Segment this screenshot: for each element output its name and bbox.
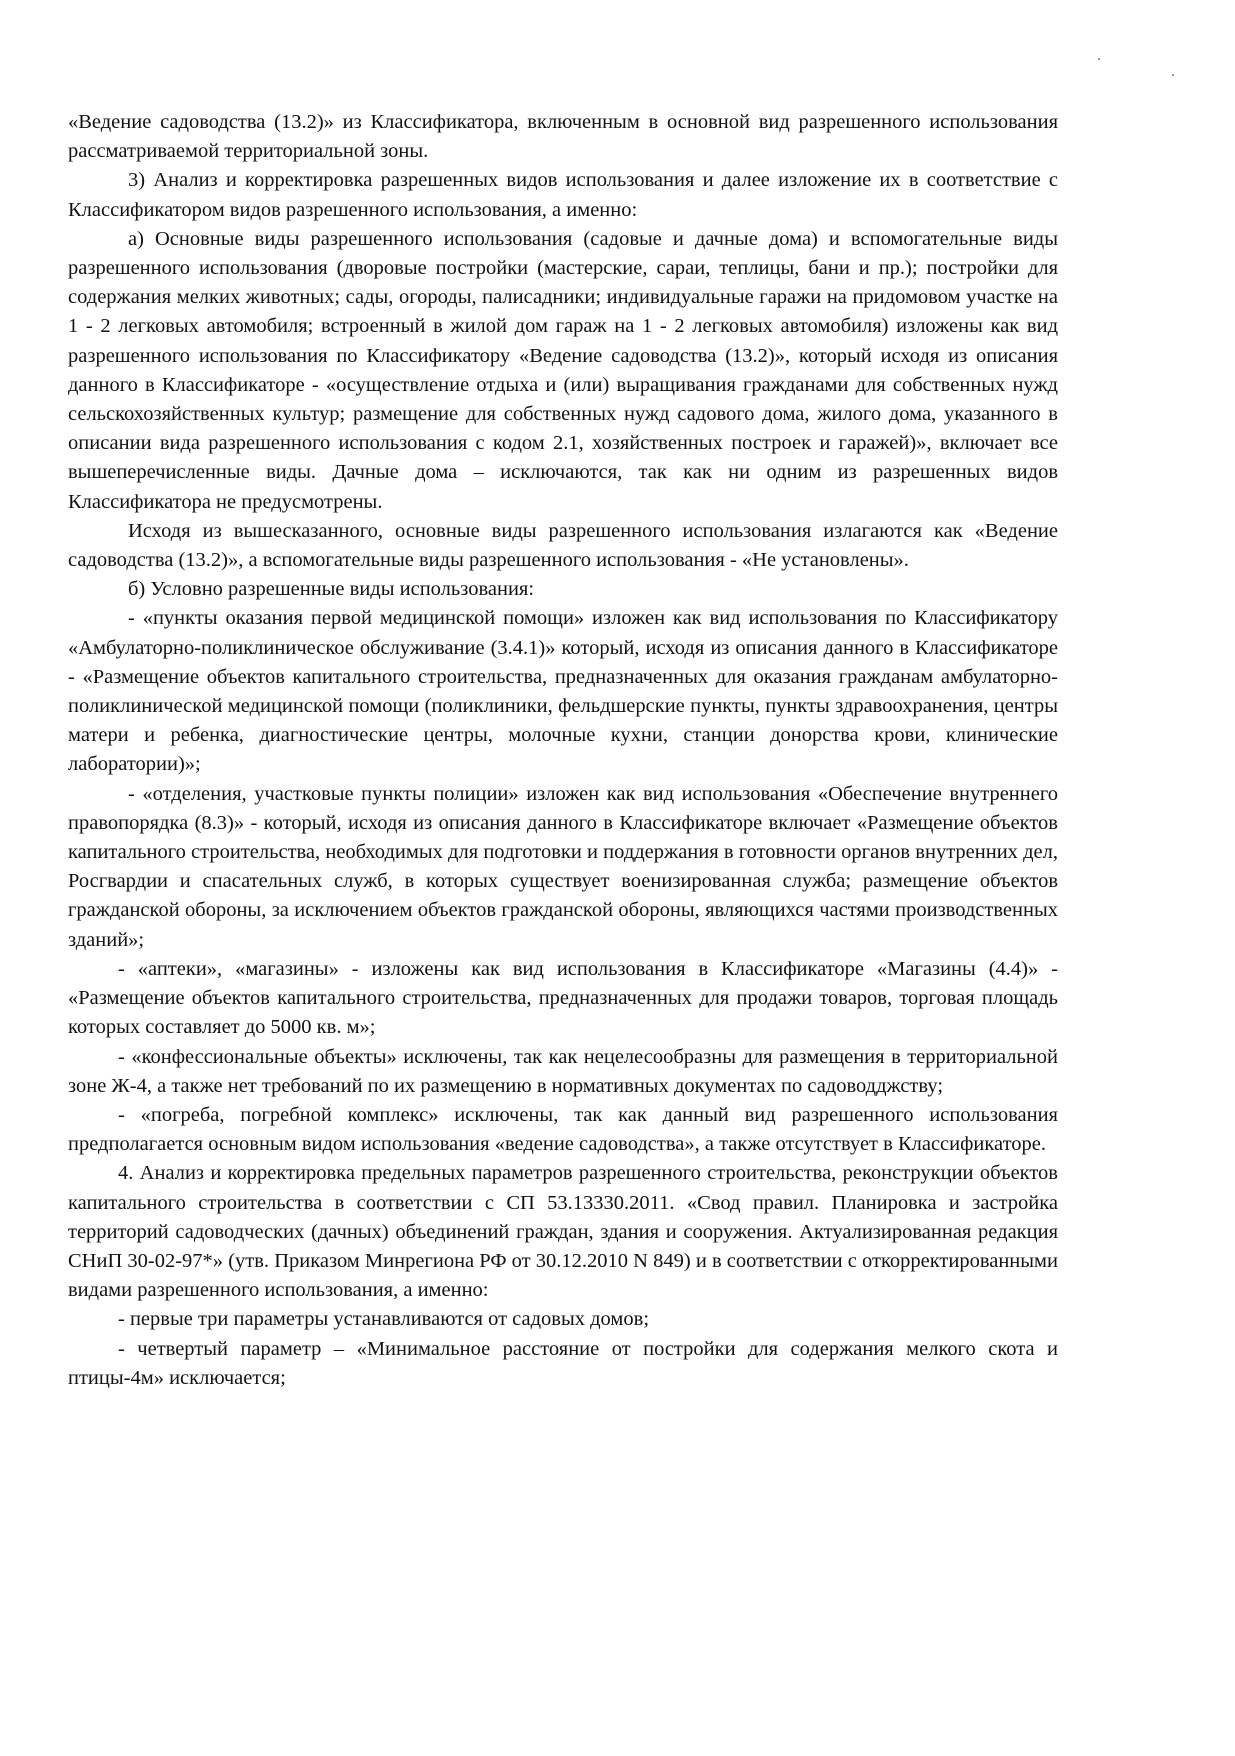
document-body <box>68 108 1058 1393</box>
paragraph-item-4: 4. Анализ и корректировка предельных параметров разрешенного строительства, реконструкции объектов капитального строительства в соответствии с СП 53.13330.2011. «Свод правил. Планировка и застройка территорий садоводческих (дачных) объединений граждан, здания и сооружения. Актуализированная редакция СНиП 30-02-97*» (утв. Приказом Минрегиона РФ от 30.12.2010 N 849) и в соответствии с откорректированными видами разрешенного использования, а именно: <box>68 1162 1058 1302</box>
paragraph-continuation: «Ведение садоводства (13.2)» из Классификатора, включенным в основной вид разрешенного использования рассматриваемой территориальной зоны. <box>68 111 1058 163</box>
paragraph-bullet-fourth: - четвертый параметр – «Минимальное расстояние от постройки для содержания мелкого скота и птицы-4м» исключается; <box>68 1337 1058 1389</box>
paragraph-bullet-medical: - «пункты оказания первой медицинской помощи» изложен как вид использования по Классификатору «Амбулаторно-поликлиническое обслуживание (3.4.1)» который, исходя из описания данного в Классификаторе - «Размещение объектов капитального строительства, предназначенных для оказания гражданам амбулаторно-поликлинической медицинской помощи (поликлиники, фельдшерские пункты, пункты здравоохранения, центры матери и ребенка, диагностические центры, молочные кухни, станции донорства крови, клинические лаборатории)»; <box>68 607 1058 776</box>
paragraph-bullet-first-three: - первые три параметры устанавливаются от садовых домов; <box>118 1308 650 1331</box>
paragraph-item-b: б) Условно разрешенные виды использования: <box>128 578 535 601</box>
paragraph-bullet-cellars: - «погреба, погребной комплекс» исключены, так как данный вид разрешенного использования предполагается основным видом использования «ведение садоводства», а также отсутствует в Классификаторе. <box>68 1103 1058 1156</box>
paragraph-bullet-shops: - «аптеки», «магазины» - изложены как вид использования в Классификаторе «Магазины (4.4)» - «Размещение объектов капитального строительства, предназначенных для продажи товаров, торговая площадь которых составляет до 5000 кв. м»; <box>68 957 1058 1039</box>
paragraph-conclusion: Исходя из вышесказанного, основные виды разрешенного использования излагаются как «Ведение садоводства (13.2)», а вспомогательные виды разрешенного использования - «Не установлены». <box>68 519 1058 572</box>
paragraph-bullet-religious: - «конфессиональные объекты» исключены, так как нецелесообразны для размещения в территориальной зоне Ж-4, а также нет требований по их размещению в нормативных документах по садоводджству; <box>68 1045 1058 1097</box>
scan-speck <box>1098 58 1100 60</box>
paragraph-item-3: 3) Анализ и корректировка разрешенных видов использования и далее изложение их в соответствие с Классификатором видов разрешенного использования, а именно: <box>68 169 1058 221</box>
paragraph-item-a: а) Основные виды разрешенного использования (садовые и дачные дома) и вспомогательные виды разрешенного использования (дворовые постройки (мастерские, сараи, теплицы, бани и пр.); постройки для содержания мелких животных; сады, огороды, палисадники; индивидуальные гаражи на придомовом участке на 1 - 2 легковых автомобиля; встроенный в жилой дом гараж на 1 - 2 легковых автомобиля) изложены как вид разрешенного использования по Классификатору «Ведение садоводства (13.2)», который исходя из описания данного в Классификаторе - «осуществление отдыха и (или) выращивания гражданами для собственных нужд сельскохозяйственных культур; размещение для собственных нужд садового дома, жилого дома, указанного в описании вида разрешенного использования с кодом 2.1, хозяйственных построек и гаражей)», включает все вышеперечисленные виды. Дачные дома – исключаются, так как ни одним из разрешенных видов Классификатора не предусмотрены. <box>68 227 1058 513</box>
paragraph-bullet-police: - «отделения, участковые пункты полиции» изложен как вид использования «Обеспечение внутреннего правопорядка (8.3)» - который, исходя из описания данного в Классификаторе включает «Размещение объектов капитального строительства, необходимых для подготовки и поддержания в готовности органов внутренних дел, Росгвардии и спасательных служб, в которых существует военизированная служба; размещение объектов гражданской обороны, за исключением объектов гражданской обороны, являющихся частями производственных зданий»; <box>68 782 1058 951</box>
scan-speck <box>1172 74 1174 76</box>
